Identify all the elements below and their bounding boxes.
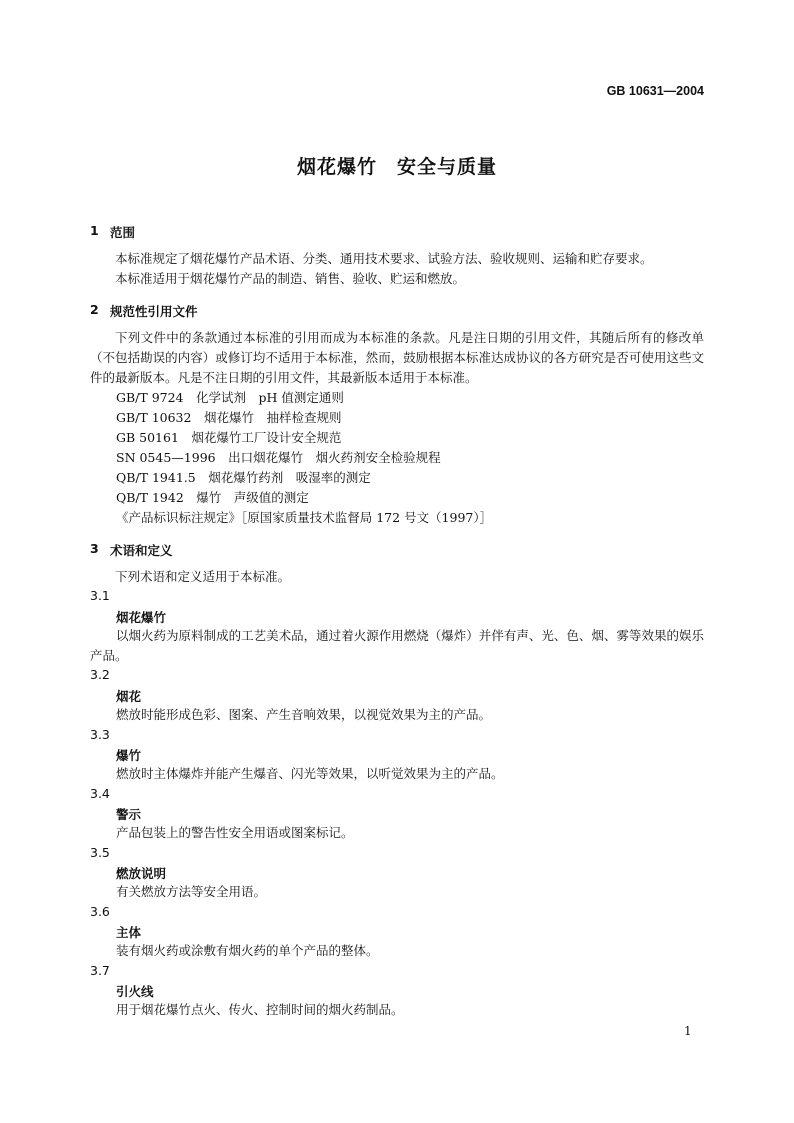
term-name: 警示 bbox=[116, 807, 142, 822]
term-number: 3.2 bbox=[90, 667, 110, 682]
reference-item: 《产品标识标注规定》［原国家质量技术监督局 172 号文（1997）］ bbox=[116, 510, 493, 525]
term-name: 主体 bbox=[116, 925, 142, 940]
standard-number: GB 10631—2004 bbox=[606, 84, 704, 98]
term-name: 烟花爆竹 bbox=[116, 610, 167, 625]
term-definition: 用于烟花爆竹点火、传火、控制时间的烟火药制品。 bbox=[116, 1002, 404, 1017]
section-2-intro: 下列文件中的条款通过本标准的引用而成为本标准的条款。凡是注日期的引用文件，其随后所有的修改单（不包括勘误的内容）或修订均不适用于本标准，然而，鼓励根据本标准达成协议的各方研究是否可使用这些文件的最新版本。凡是不注日期的引用文件，其最新版本适用于本标准。 bbox=[90, 330, 704, 385]
term-name: 引火线 bbox=[116, 984, 154, 999]
term-definition: 燃放时能形成色彩、图案、产生音响效果，以视觉效果为主的产品。 bbox=[116, 707, 492, 722]
term-definition: 产品包装上的警告性安全用语或图案标记。 bbox=[116, 825, 354, 840]
term-name: 烟花 bbox=[116, 689, 142, 704]
term-number: 3.6 bbox=[90, 904, 110, 919]
reference-item: GB 50161 烟花爆竹工厂设计安全规范 bbox=[116, 430, 342, 445]
term-number: 3.5 bbox=[90, 845, 110, 860]
reference-item: GB/T 9724 化学试剂 pH 值测定通则 bbox=[116, 390, 344, 405]
section-2-number: 2 bbox=[90, 302, 99, 317]
term-definition: 装有烟火药或涂敷有烟火药的单个产品的整体。 bbox=[116, 943, 379, 958]
term-definition: 有关燃放方法等安全用语。 bbox=[116, 884, 267, 899]
section-1-paragraph-1: 本标准规定了烟花爆竹产品术语、分类、通用技术要求、试验方法、验收规则、运输和贮存要求。 bbox=[115, 251, 653, 266]
section-1-number: 1 bbox=[90, 223, 99, 238]
term-name: 燃放说明 bbox=[116, 866, 167, 881]
reference-item: QB/T 1942 爆竹 声级值的测定 bbox=[116, 490, 309, 505]
reference-item: SN 0545—1996 出口烟花爆竹 烟火药剂安全检验规程 bbox=[116, 450, 441, 465]
section-3-heading: 术语和定义 bbox=[110, 543, 173, 558]
reference-item: GB/T 10632 烟花爆竹 抽样检查规则 bbox=[116, 410, 342, 425]
document-title: 烟花爆竹 安全与质量 bbox=[296, 156, 497, 178]
term-number: 3.7 bbox=[90, 963, 110, 978]
term-number: 3.4 bbox=[90, 786, 110, 801]
reference-item: QB/T 1941.5 烟花爆竹药剂 吸湿率的测定 bbox=[116, 470, 371, 485]
term-name: 爆竹 bbox=[116, 748, 142, 763]
section-1-paragraph-2: 本标准适用于烟花爆竹产品的制造、销售、验收、贮运和燃放。 bbox=[115, 271, 466, 286]
term-number: 3.1 bbox=[90, 588, 110, 603]
section-3-number: 3 bbox=[90, 541, 99, 556]
section-3-intro: 下列术语和定义适用于本标准。 bbox=[115, 569, 291, 584]
section-1-heading: 范围 bbox=[110, 225, 136, 240]
term-number: 3.3 bbox=[90, 727, 110, 742]
term-definition: 以烟火药为原料制成的工艺美术品，通过着火源作用燃烧（爆炸）并伴有声、光、色、烟、雾等效果的娱乐产品。 bbox=[90, 628, 704, 663]
page-number: 1 bbox=[684, 1024, 692, 1038]
section-2-heading: 规范性引用文件 bbox=[110, 304, 198, 319]
term-definition: 燃放时主体爆炸并能产生爆音、闪光等效果，以听觉效果为主的产品。 bbox=[116, 766, 504, 781]
